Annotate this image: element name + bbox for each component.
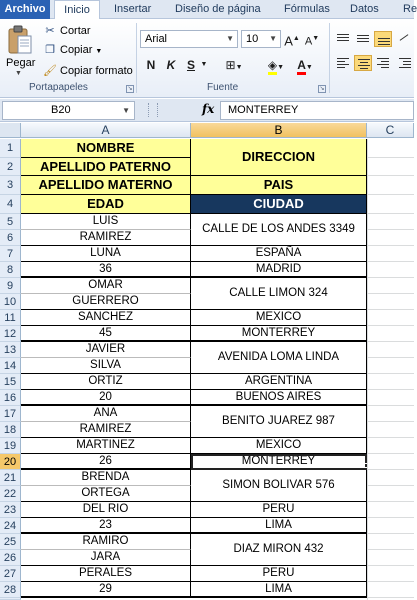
row-header-22[interactable]: 22 [0, 486, 21, 502]
borders-button[interactable] [223, 56, 245, 74]
row-header-8[interactable]: 8 [0, 262, 21, 278]
tab-formulas[interactable]: Fórmulas [284, 3, 330, 15]
formula-bar [0, 99, 414, 122]
chevron-down-icon: ▼ [226, 34, 234, 43]
format-painter-icon: 🖌 [43, 65, 57, 77]
row-header-25[interactable]: 25 [0, 534, 21, 550]
tab-insertar[interactable]: Insertar [114, 3, 152, 15]
row-header-27[interactable]: 27 [0, 566, 21, 582]
align-top-button[interactable] [334, 31, 352, 47]
row-header-5[interactable]: 5 [0, 214, 21, 230]
chevron-down-icon: ▼ [235, 64, 243, 71]
cell-b25[interactable]: DIAZ MIRON 432 [191, 534, 367, 566]
cell-a28[interactable]: 29 [21, 582, 191, 598]
cut-button[interactable]: ✂ Cortar [43, 23, 91, 39]
cell-a24[interactable]: 23 [21, 518, 191, 534]
column-header-a[interactable]: A [21, 123, 191, 138]
font-color-button[interactable] [294, 56, 316, 74]
insert-function-button[interactable]: fx [202, 102, 215, 116]
cell-c26[interactable] [367, 550, 414, 566]
paste-dropdown-icon[interactable]: ▼ [15, 70, 22, 77]
cell-a18[interactable]: RAMIREZ [21, 422, 191, 438]
italic-button[interactable]: K [166, 58, 176, 72]
row-header-21[interactable]: 21 [0, 470, 21, 486]
cell-c4[interactable] [367, 195, 414, 214]
clipboard-launcher-icon[interactable]: ↘ [127, 86, 133, 92]
row-header-19[interactable]: 19 [0, 438, 21, 454]
grow-arrow-icon: ▲ [292, 35, 300, 42]
cell-c24[interactable] [367, 518, 414, 534]
cell-b3[interactable]: PAIS [191, 176, 367, 195]
cell-a21[interactable]: BRENDA [21, 470, 191, 486]
row-header-16[interactable]: 16 [0, 390, 21, 406]
font-size-select[interactable]: 10 ▼ [241, 30, 281, 48]
cell-c20[interactable] [367, 454, 414, 470]
cell-c15[interactable] [367, 374, 414, 390]
cell-b11[interactable]: MEXICO [191, 310, 367, 326]
shrink-font-button[interactable]: A▼ [304, 35, 320, 48]
cell-c5[interactable] [367, 214, 414, 230]
cell-c19[interactable] [367, 438, 414, 454]
cell-b28[interactable]: LIMA [191, 582, 367, 598]
cell-b17[interactable]: BENITO JUAREZ 987 [191, 406, 367, 438]
cell-c17[interactable] [367, 406, 414, 422]
cell-a11[interactable]: SANCHEZ [21, 310, 191, 326]
cell-b27[interactable]: PERU [191, 566, 367, 582]
cell-b7[interactable]: ESPAÑA [191, 246, 367, 262]
cell-b19[interactable]: MEXICO [191, 438, 367, 454]
font-name-select[interactable]: Arial ▼ [140, 30, 238, 48]
cell-b23[interactable]: PERU [191, 502, 367, 518]
column-header-b[interactable]: B [191, 123, 367, 138]
cell-c14[interactable] [367, 358, 414, 374]
underline-dropdown-icon[interactable]: ▼ [200, 61, 208, 68]
chevron-down-icon: ▼ [269, 34, 277, 43]
align-bottom-button[interactable] [374, 31, 392, 47]
cell-b20[interactable]: MONTERREY [191, 454, 367, 470]
underline-button[interactable]: S [186, 58, 195, 72]
group-separator [136, 23, 137, 93]
cell-a16[interactable]: 20 [21, 390, 191, 406]
cell-a19[interactable]: MARTINEZ [21, 438, 191, 454]
tab-diseno-pagina[interactable]: Diseño de página [175, 3, 261, 15]
paste-button[interactable]: Pegar [6, 57, 36, 69]
formula-input[interactable]: MONTERREY [220, 101, 414, 120]
cell-c7[interactable] [367, 246, 414, 262]
cell-a9[interactable]: OMAR [21, 278, 191, 294]
cell-b15[interactable]: ARGENTINA [191, 374, 367, 390]
cell-a15[interactable]: ORTIZ [21, 374, 191, 390]
cell-c27[interactable] [367, 566, 414, 582]
cell-c13[interactable] [367, 342, 414, 358]
cell-b16[interactable]: BUENOS AIRES [191, 390, 367, 406]
cell-c18[interactable] [367, 422, 414, 438]
cell-c23[interactable] [367, 502, 414, 518]
cell-b1[interactable]: DIRECCION [191, 139, 367, 176]
cell-a13[interactable]: JAVIER [21, 342, 191, 358]
cell-c8[interactable] [367, 262, 414, 278]
row-header-23[interactable]: 23 [0, 502, 21, 518]
fill-color-button[interactable] [264, 56, 288, 74]
group-separator [329, 23, 330, 93]
row-header-26[interactable]: 26 [0, 550, 21, 566]
cell-a12[interactable]: 45 [21, 326, 191, 342]
font-group-label: Fuente [207, 82, 239, 93]
cell-b9[interactable]: CALLE LIMON 324 [191, 278, 367, 310]
tab-revisar[interactable]: Re [403, 3, 417, 15]
decrease-indent-button[interactable] [396, 55, 414, 71]
row-header-6[interactable]: 6 [0, 230, 21, 246]
ribbon [0, 19, 414, 98]
cell-c2[interactable] [367, 158, 414, 176]
cell-c22[interactable] [367, 486, 414, 502]
copy-icon: ❐ [45, 44, 55, 56]
cell-b5[interactable]: CALLE DE LOS ANDES 3349 [191, 214, 367, 246]
row-header-4[interactable]: 4 [0, 195, 21, 214]
row-header-20[interactable]: 20 [0, 454, 21, 470]
cell-a23[interactable]: DEL RIO [21, 502, 191, 518]
row-header-28[interactable]: 28 [0, 582, 21, 598]
cell-c11[interactable] [367, 310, 414, 326]
cell-c10[interactable] [367, 294, 414, 310]
cell-b4[interactable]: CIUDAD [191, 195, 367, 214]
chevron-down-icon: ▼ [305, 64, 313, 71]
clipboard-icon[interactable] [7, 25, 33, 55]
select-all-button[interactable] [0, 123, 21, 138]
cell-a6[interactable]: RAMIREZ [21, 230, 191, 246]
tab-inicio[interactable]: Inicio [54, 0, 100, 20]
tab-datos[interactable]: Datos [350, 3, 379, 15]
cell-a7[interactable]: LUNA [21, 246, 191, 262]
cell-a5[interactable]: LUIS [21, 214, 191, 230]
cell-a3[interactable]: APELLIDO MATERNO [21, 176, 191, 195]
cell-c9[interactable] [367, 278, 414, 294]
cell-a1[interactable]: NOMBRE [21, 139, 191, 158]
copy-dropdown-icon[interactable]: ▼ [95, 48, 103, 55]
paint-bucket-icon: ◈ [268, 58, 277, 75]
row-header-2[interactable]: 2 [0, 158, 21, 176]
cell-c25[interactable] [367, 534, 414, 550]
chevron-down-icon: ▼ [277, 64, 285, 71]
row-header-9[interactable]: 9 [0, 278, 21, 294]
cell-a14[interactable]: SILVA [21, 358, 191, 374]
clipboard-group-label: Portapapeles [29, 82, 88, 93]
cell-a4[interactable]: EDAD [21, 195, 191, 214]
cell-a10[interactable]: GUERRERO [21, 294, 191, 310]
ribbon-tabs [0, 0, 417, 19]
row-header-24[interactable]: 24 [0, 518, 21, 534]
cell-a8[interactable]: 36 [21, 262, 191, 278]
align-left-button[interactable] [334, 55, 352, 71]
font-color-icon: A [297, 58, 306, 75]
scissors-icon: ✂ [45, 25, 55, 37]
format-painter-button[interactable]: 🖌 Copiar formato [43, 65, 133, 77]
cell-a25[interactable]: RAMIRO [21, 534, 191, 550]
formula-bar-splitter[interactable] [148, 103, 158, 117]
cell-b21[interactable]: SIMON BOLIVAR 576 [191, 470, 367, 502]
cell-c1[interactable] [367, 139, 414, 158]
grow-font-button[interactable]: A▲ [284, 33, 300, 49]
cell-b12[interactable]: MONTERREY [191, 326, 367, 342]
cell-c12[interactable] [367, 326, 414, 342]
cell-a22[interactable]: ORTEGA [21, 486, 191, 502]
orientation-button[interactable] [396, 31, 414, 47]
cell-a27[interactable]: PERALES [21, 566, 191, 582]
row-header-1[interactable]: 1 [0, 139, 21, 158]
cell-b24[interactable]: LIMA [191, 518, 367, 534]
cell-a2[interactable]: APELLIDO PATERNO [21, 158, 191, 176]
cell-b13[interactable]: AVENIDA LOMA LINDA [191, 342, 367, 374]
cell-a26[interactable]: JARA [21, 550, 191, 566]
tab-archivo[interactable]: Archivo [0, 0, 50, 19]
row-header-3[interactable]: 3 [0, 176, 21, 195]
row-header-18[interactable]: 18 [0, 422, 21, 438]
cell-a20[interactable]: 26 [21, 454, 191, 470]
name-box[interactable]: B20 ▼ [2, 101, 135, 120]
cell-c16[interactable] [367, 390, 414, 406]
row-header-7[interactable]: 7 [0, 246, 21, 262]
cell-c28[interactable] [367, 582, 414, 598]
align-middle-button[interactable] [354, 31, 372, 47]
shrink-arrow-icon: ▼ [312, 35, 320, 42]
cell-a17[interactable]: ANA [21, 406, 191, 422]
row-header-14[interactable]: 14 [0, 358, 21, 374]
row-header-10[interactable]: 10 [0, 294, 21, 310]
border-icon: ⊞ [225, 58, 236, 72]
bold-button[interactable]: N [146, 58, 156, 72]
font-launcher-icon[interactable]: ↘ [319, 86, 325, 92]
cell-c6[interactable] [367, 230, 414, 246]
row-header-13[interactable]: 13 [0, 342, 21, 358]
align-right-button[interactable] [374, 55, 392, 71]
column-header-c[interactable]: C [367, 123, 414, 138]
row-header-17[interactable]: 17 [0, 406, 21, 422]
align-center-button[interactable] [354, 55, 372, 71]
row-header-12[interactable]: 12 [0, 326, 21, 342]
row-header-11[interactable]: 11 [0, 310, 21, 326]
cell-b8[interactable]: MADRID [191, 262, 367, 278]
cell-c3[interactable] [367, 176, 414, 195]
row-header-15[interactable]: 15 [0, 374, 21, 390]
chevron-down-icon[interactable]: ▼ [122, 106, 130, 115]
copy-button[interactable]: ❐ Copiar ▼ [43, 42, 102, 58]
cell-c21[interactable] [367, 470, 414, 486]
